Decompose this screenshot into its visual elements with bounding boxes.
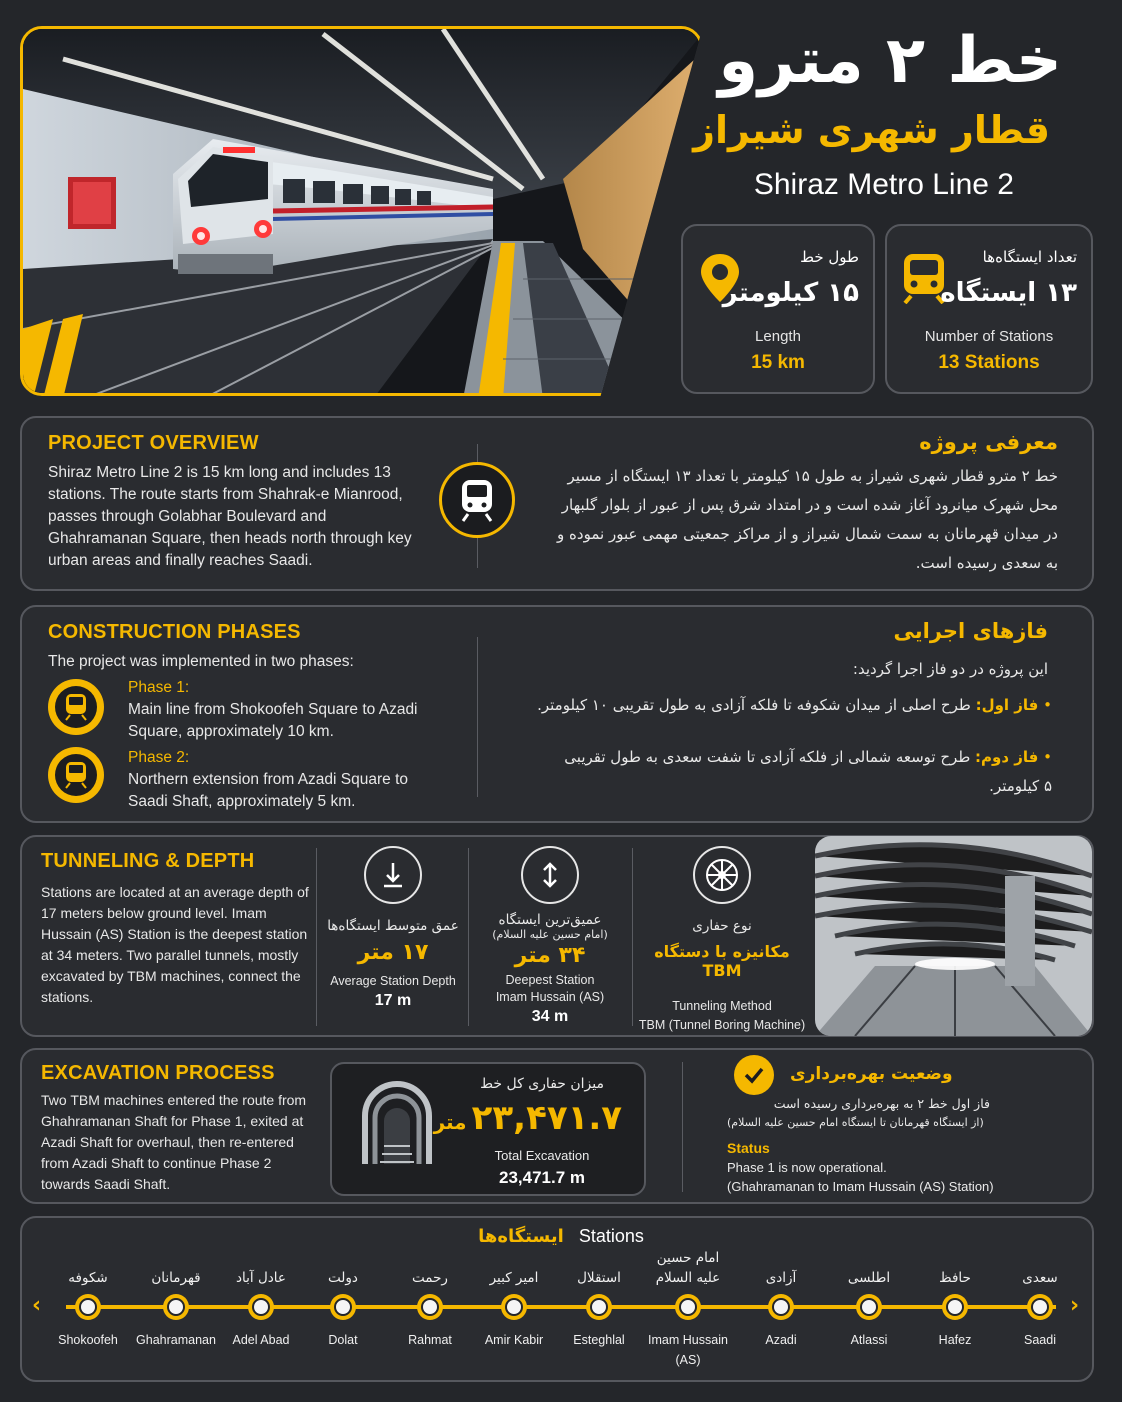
length-label-en: Length [755,328,801,345]
station-name-en: Imam Hussain (AS) [648,1333,728,1367]
station-name-en: Azadi [765,1333,797,1347]
total-value-fa-row [434,1098,622,1138]
stations-heading-en: Stations [578,1226,644,1246]
arrow-down-icon [364,846,422,904]
avg-depth-label-fa: عمق متوسط ایستگاه‌ها [327,918,459,934]
phase1-item-fa: • فاز اول: طرح اصلی از میدان شکوفه تا فلکه آزادی به طول تقریبی ۱۰ کیلومتر. [537,696,1052,714]
deepest-label-en: Deepest Station [505,973,595,987]
station-item[interactable] [298,1240,388,1350]
phases-heading-en: CONSTRUCTION PHASES [48,621,301,643]
station-item[interactable] [736,1240,826,1350]
chevron-left-icon[interactable]: ‹ [32,1293,42,1318]
subtitle-fa: قطار شهری شیراز [693,108,1050,152]
station-name-fa: عادل آباد [236,1270,286,1286]
phase2-text-en: Northern extension from Azadi Square to Saadi Shaft, approximately 5 km. [128,771,409,810]
deepest-label-fa: عمیق‌ترین ایستگاه [498,912,602,928]
station-name-en: Ghahramanan [136,1333,216,1347]
station-item[interactable] [216,1240,306,1350]
station-name-en: Shokoofeh [58,1333,118,1347]
phase1-train-icon [48,679,104,735]
station-name-fa: آزادی [765,1270,797,1286]
status-sub-fa: (از ایستگاه قهرمانان تا ایستگاه امام حسین علیه السلام) [727,1116,984,1129]
length-value-en: 15 km [751,352,805,373]
deepest-sub-fa: (امام حسین علیه السلام) [492,928,608,941]
station-name-fa: شکوفه [68,1270,108,1286]
station-dot [675,1294,701,1320]
tunnel-station-photo [815,836,1092,1036]
station-dot [1027,1294,1053,1320]
phase2-train-icon [48,747,104,803]
station-name-en: Adel Abad [232,1333,290,1347]
phase2-title-fa: فاز دوم: [975,748,1039,766]
total-unit-fa: متر [433,1110,467,1134]
station-name-en: Amir Kabir [484,1333,544,1347]
station-name-fa: رحمت [412,1270,448,1286]
station-name-en: Rahmat [408,1333,452,1347]
tunneling-heading-en: TUNNELING & DEPTH [41,850,255,872]
stations-heading-fa: ایستگاه‌ها [478,1226,564,1247]
phases-intro-en: The project was implemented in two phases: [48,653,354,670]
deepest-value-fa: ۳۴ متر [514,943,586,968]
station-item[interactable] [469,1240,559,1350]
divider [632,848,633,1026]
method-value-fa: مکانیزه با دستگاه TBM [654,942,790,980]
station-dot [768,1294,794,1320]
method-label-fa: نوع حفاری [692,918,752,934]
station-dot [586,1294,612,1320]
overview-heading-fa: معرفی پروژه [919,430,1058,454]
station-name-en: Hafez [938,1333,972,1347]
station-item[interactable] [643,1240,733,1370]
total-excavation-card [330,1062,646,1196]
metro-circle-icon [439,462,515,538]
avg-depth-col [320,846,466,1010]
overview-text-en: Shiraz Metro Line 2 is 15 km long and includes 13 stations. The route starts from Shahrak-e Mianrood, passes through Golabhar Boulevard and Ghahramanan Square, then heads north through key urban areas and finally reaches Saadi. [48,464,412,569]
deepest-col [472,846,628,1026]
station-name-fa: قهرمانان [151,1270,201,1286]
length-card [681,224,875,394]
avg-depth-value-en: 17 m [374,992,412,1009]
phases-intro-fa: این پروژه در دو فاز اجرا گردید: [852,660,1048,678]
total-value-fa: ۲۳,۴۷۱.۷ [471,1098,622,1138]
status-text-fa: فاز اول خط ۲ به بهره‌برداری رسیده است [773,1096,990,1111]
phase1-text-fa: طرح اصلی از میدان شکوفه تا فلکه آزادی به طول تقریبی ۱۰ کیلومتر. [537,696,971,714]
method-col [636,846,808,1034]
status-heading-fa: وضعیت بهره‌برداری [790,1064,953,1084]
status-sub-en: (Ghahramanan to Imam Hussain (AS) Station) [727,1179,994,1194]
station-name-fa: حافظ [939,1270,971,1286]
method-label-en: Tunneling Method [672,999,772,1013]
check-icon [734,1055,774,1095]
station-name-en: Dolat [328,1333,358,1347]
arrow-updown-icon [521,846,579,904]
avg-depth-value-fa: ۱۷ متر [357,940,429,965]
station-item[interactable] [43,1240,133,1350]
status-heading-en: Status [727,1140,770,1156]
tunnel-icon [360,1076,434,1170]
phases-heading-fa: فازهای اجرایی [893,619,1048,643]
phase2-title-en: Phase 2: [128,749,190,766]
stations-label-en: Number of Stations [924,328,1054,345]
excavation-text-en: Two TBM machines entered the route from Ghahramanan Shaft for Phase 1, exited at Azadi Shaft for overhaul, then re-entered from Azadi Shaft to continue Phase 2 towards Saadi Shaft. [41,1092,307,1192]
status-text-en: Phase 1 is now operational. [727,1160,887,1175]
station-dot [856,1294,882,1320]
station-dot [942,1294,968,1320]
station-name-fa: دولت [328,1270,358,1286]
length-value-fa: ۱۵ کیلومتر [722,278,859,308]
station-name-fa: امام حسین علیه السلام [655,1250,721,1286]
deepest-value-en: 34 m [531,1008,569,1025]
station-name-fa: سعدی [1022,1270,1058,1286]
station-item[interactable] [554,1240,644,1350]
deepest-label-en2: Imam Hussain (AS) [495,990,605,1004]
station-item[interactable] [910,1240,1000,1350]
station-item[interactable] [385,1240,475,1350]
station-dot [330,1294,356,1320]
stations-card [885,224,1093,394]
phase2-text-fa: طرح توسعه شمالی از فلکه آزادی تا شفت سعدی به طول تقریبی ۵ کیلومتر. [564,748,1052,795]
total-label-fa: میزان حفاری کل خط [480,1076,604,1092]
divider [468,848,469,1026]
phase1-text-en: Main line from Shokoofeh Square to Azadi Square, approximately 10 km. [128,701,418,740]
hero-train-photo [20,26,703,396]
length-label-fa: طول خط [800,248,859,266]
divider [682,1062,683,1192]
stations-value-fa: ۱۳ ایستگاه [940,278,1077,308]
stations-label-fa: تعداد ایستگاه‌ها [982,248,1077,266]
avg-depth-label-en: Average Station Depth [330,974,456,988]
station-item[interactable] [824,1240,914,1350]
title-en: Shiraz Metro Line 2 [753,168,1014,201]
station-item[interactable] [995,1240,1085,1350]
station-name-fa: اطلسی [847,1270,891,1286]
station-dot [501,1294,527,1320]
station-name-en: Saadi [1024,1333,1056,1347]
station-dot [75,1294,101,1320]
total-value-en: 23,471.7 m [498,1168,585,1187]
overview-panel [20,416,1094,591]
phases-panel [20,605,1094,823]
phase1-title-en: Phase 1: [128,679,190,696]
station-item[interactable] [131,1240,221,1350]
station-name-en: Atlassi [850,1333,888,1347]
chevron-right-icon[interactable]: › [1070,1293,1080,1318]
title-fa: خط ۲ مترو [718,24,1062,98]
tunneling-text-en: Stations are located at an average depth of 17 meters below ground level. Imam Hussain (AS) Station is the deepest station at 34 meters. Two parallel tunnels, mostly excavated by TBM machines, connect the stations. [41,884,309,1005]
station-name-en: Esteghlal [573,1333,625,1347]
station-dot [417,1294,443,1320]
total-label-en: Total Excavation [494,1148,590,1163]
station-name-fa: امیر کبیر [489,1270,539,1286]
overview-heading-en: PROJECT OVERVIEW [48,432,259,454]
station-dot [163,1294,189,1320]
station-name-fa: استقلال [577,1270,621,1286]
overview-text-fa: خط ۲ مترو قطار شهری شیراز به طول ۱۵ کیلومتر با تعداد ۱۳ ایستگاه از مسیر محل شهرک میانرود آغاز شده است و در امتداد شرق پس از عبور از بلوار گلبهار در میدان قهرمانان به سمت شمال شیراز و از مراکز جمعیتی مهمی عبور نموده و به سعدی رسیده است. [557,467,1058,572]
station-dot [248,1294,274,1320]
divider [316,848,317,1026]
excavation-heading-en: EXCAVATION PROCESS [41,1062,275,1084]
phase2-item-fa: • فاز دوم: طرح توسعه شمالی از فلکه آزادی تا شفت سعدی به طول تقریبی ۵ کیلومتر. [564,748,1052,795]
tbm-cutterhead-icon [693,846,751,904]
method-value-en: TBM (Tunnel Boring Machine) [638,1018,806,1032]
stations-value-en: 13 Stations [938,352,1040,373]
phase1-title-fa: فاز اول: [975,696,1039,714]
divider [477,637,478,797]
